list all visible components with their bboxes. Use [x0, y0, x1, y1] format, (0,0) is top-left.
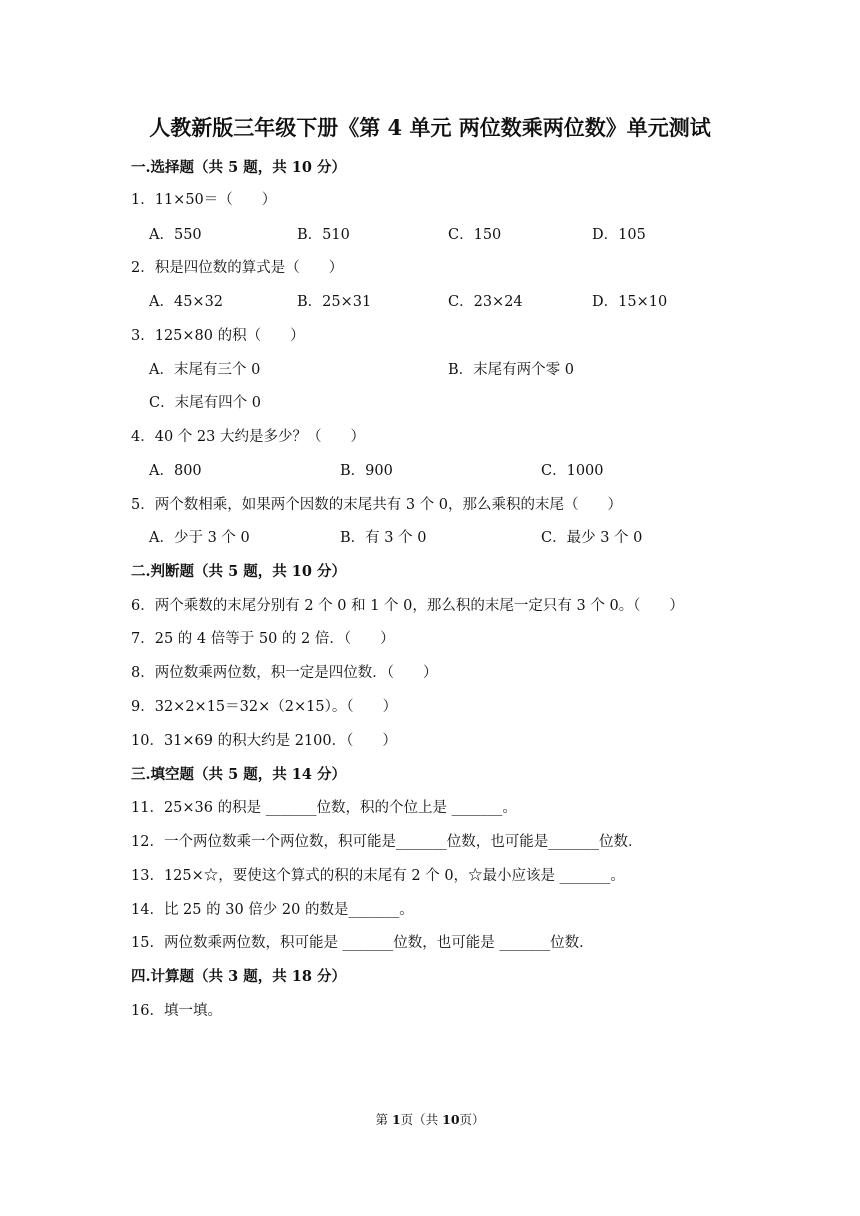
question-15: 15．两位数乘两位数，积可能是 _______位数，也可能是 _______位数．: [131, 935, 594, 951]
question-2: 2．积是四位数的算式是（ ）: [131, 260, 344, 276]
q3-option-b: B．末尾有两个零 0: [448, 362, 574, 378]
section-heading-fill-blank: 三.填空题（共 5 题，共 14 分）: [131, 766, 347, 783]
footer-prefix: 第: [375, 1112, 392, 1127]
question-6: 6．两个乘数的末尾分别有 2 个 0 和 1 个 0，那么积的末尾一定只有 3 个 0。（ ）: [131, 598, 684, 614]
question-3: 3．125×80 的积（ ）: [131, 328, 305, 344]
question-11: 11．25×36 的积是 _______位数，积的个位上是 _______。: [131, 800, 517, 816]
question-16: 16．填一填。: [131, 1003, 222, 1019]
section-heading-choice: 一.选择题（共 5 题，共 10 分）: [131, 159, 347, 176]
q2-option-c: C．23×24: [448, 294, 523, 310]
footer-total-pages: 10: [442, 1112, 460, 1127]
question-8: 8．两位数乘两位数，积一定是四位数．（ ）: [131, 665, 438, 681]
q3-option-a: A．末尾有三个 0: [149, 362, 261, 378]
question-9: 9．32×2×15＝32×（2×15）。（ ）: [131, 699, 398, 715]
section-heading-calculation: 四.计算题（共 3 题，共 18 分）: [131, 968, 347, 985]
q5-option-a: A．少于 3 个 0: [149, 530, 250, 546]
question-4: 4．40 个 23 大约是多少？（ ）: [131, 429, 365, 445]
question-13: 13．125×☆，要使这个算式的积的末尾有 2 个 0，☆最小应该是 _______。: [131, 868, 625, 884]
question-14: 14．比 25 的 30 倍少 20 的数是_______。: [131, 902, 414, 918]
q2-option-d: D．15×10: [592, 294, 668, 310]
question-10: 10．31×69 的积大约是 2100．（ ）: [131, 733, 397, 749]
q3-option-c: C．末尾有四个 0: [149, 395, 261, 411]
q4-option-c: C．1000: [541, 463, 604, 479]
q2-option-b: B．25×31: [297, 294, 372, 310]
q1-option-b: B．510: [297, 227, 350, 243]
q1-option-a: A．550: [149, 227, 202, 243]
footer-suffix: 页）: [459, 1112, 485, 1127]
question-7: 7．25 的 4 倍等于 50 的 2 倍．（ ）: [131, 631, 395, 647]
section-heading-judgement: 二.判断题（共 5 题，共 10 分）: [131, 563, 347, 580]
q1-option-d: D．105: [592, 227, 646, 243]
q4-option-b: B．900: [340, 463, 393, 479]
footer-mid: 页（共: [400, 1112, 443, 1127]
q4-option-a: A．800: [149, 463, 202, 479]
q5-option-c: C．最少 3 个 0: [541, 530, 643, 546]
q2-option-a: A．45×32: [149, 294, 224, 310]
q1-option-c: C．150: [448, 227, 502, 243]
footer-page-number: 1: [391, 1112, 401, 1127]
page-footer: [0, 1110, 860, 1130]
question-5: 5．两个数相乘，如果两个因数的末尾共有 3 个 0，那么乘积的末尾（ ）: [131, 497, 623, 513]
q5-option-b: B．有 3 个 0: [340, 530, 427, 546]
question-1: 1．11×50＝（ ）: [131, 192, 277, 208]
question-12: 12．一个两位数乘一个两位数，积可能是_______位数，也可能是_______位数．: [131, 834, 643, 850]
document-title: 人教新版三年级下册《第 4 单元 两位数乘两位数》单元测试: [149, 115, 711, 140]
